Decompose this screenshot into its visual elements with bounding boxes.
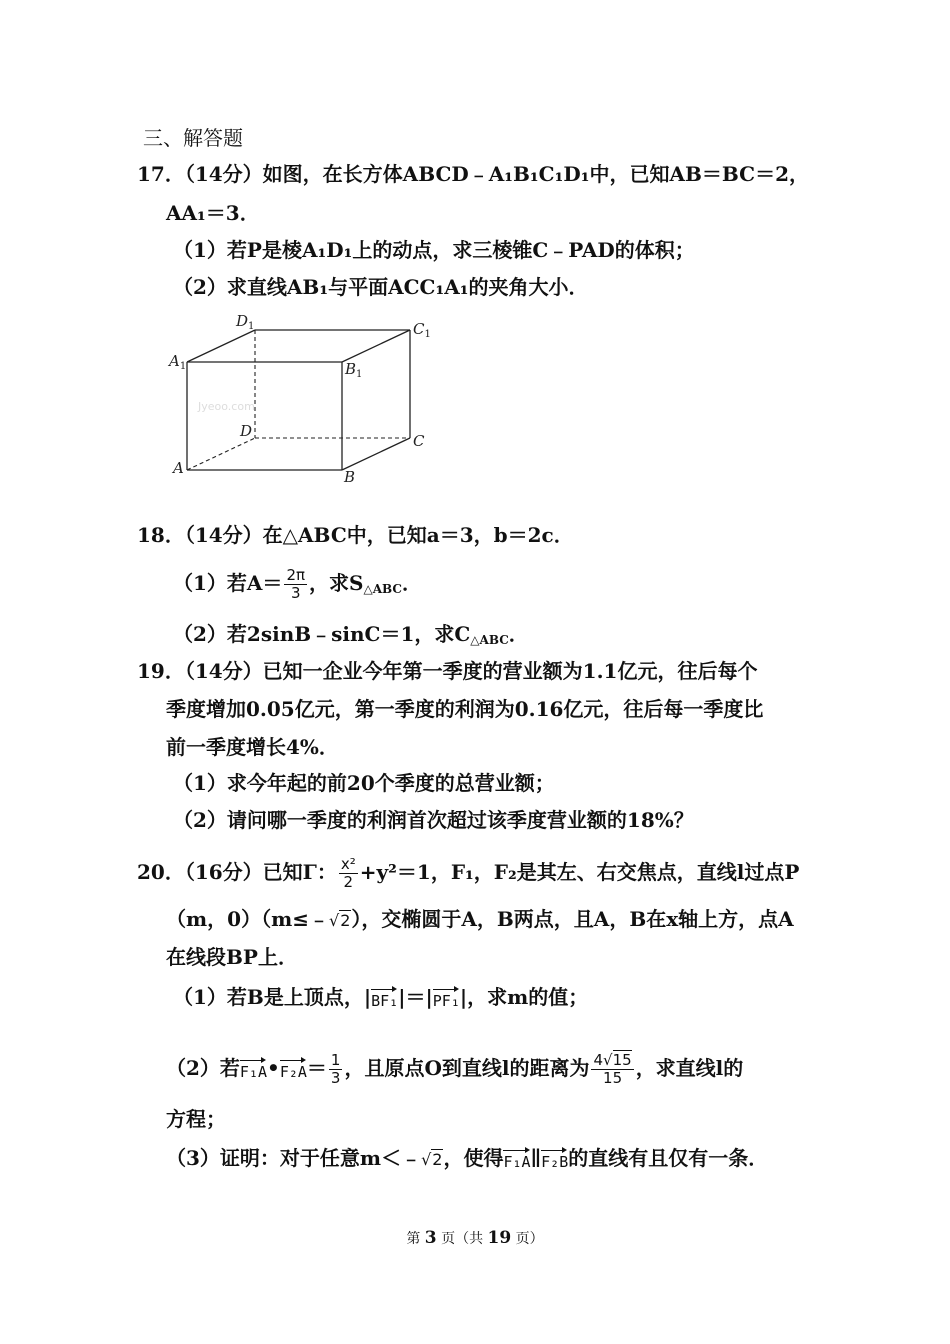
edge-b1c1	[342, 330, 410, 362]
label-b1: $B_1$	[345, 360, 363, 380]
sqrt-2: √2	[329, 911, 351, 930]
edge-ad-hidden	[187, 438, 255, 470]
vector-pf1: PF₁	[433, 987, 460, 1009]
q20-part2-cont: 方程；	[166, 1107, 226, 1131]
q20-lead: 20．（16分）已知Γ：	[137, 860, 337, 884]
q18-part1: （1）若A＝ $\frac{2\pi}{3}$ ，求$S_{\triangle ABC}$．	[173, 566, 422, 602]
q19-part1: （1）求今年起的前20个季度的总营业额；	[173, 771, 555, 795]
q20-part2: （2）若F₁A•F₂A＝ $\frac{1}{3}$ ，且原点O到直线l的距离为 $\frac{4√15}{15}$ ，求直线l的	[166, 1051, 744, 1087]
q19-line3: 前一季度增长4%．	[166, 735, 339, 759]
cuboid-figure	[160, 305, 450, 495]
q20-line2: （m，0）（m≤﹣√2），交椭圆于A，B两点，且A，B在x轴上方，点A	[166, 907, 794, 931]
vector-f1a: F₁A	[240, 1058, 267, 1080]
fraction-x2-over-2: $\frac{\text{x²}}{2}$	[340, 855, 356, 891]
label-a: A	[173, 459, 184, 477]
q17-line1	[137, 161, 809, 187]
label-c1: $C_1$	[413, 320, 431, 340]
vector-f1a-b: F₁A	[503, 1148, 530, 1170]
q20-part3: （3）证明：对于任意m＜﹣√2，使得F₁A∥F₂B的直线有且仅有一条．	[166, 1146, 769, 1171]
label-c: C	[413, 432, 425, 450]
label-b: B	[344, 468, 356, 486]
page-total: 19	[487, 1228, 512, 1248]
figure-watermark: Jyeoo.com	[198, 400, 255, 413]
q18-part1-sub: △ABC	[363, 582, 402, 596]
edge-bc	[342, 438, 410, 470]
fraction-4sqrt15-over-15: $\frac{4√15}{15}$	[593, 1051, 632, 1087]
vector-bf1: BF₁	[371, 987, 398, 1009]
q17-part1: （1）若P是棱A₁D₁上的动点，求三棱锥C﹣PAD的体积；	[173, 238, 695, 262]
q18-lead: 18．（14分）在△ABC中，已知a＝3，b＝2c．	[137, 523, 574, 547]
q18-part1-post: ，求S	[309, 571, 364, 595]
q20-line1	[137, 856, 799, 891]
section-title: 三、解答题	[143, 126, 243, 150]
q17-body-name: ABCD﹣A₁B₁C₁D₁	[402, 162, 590, 186]
q17-known: 中，已知AB＝BC＝2，	[589, 162, 809, 186]
fraction-2pi-over-3: $\frac{2\pi}{3}$	[286, 566, 306, 602]
q19-part2: （2）请问哪一季度的利润首次超过该季度营业额的18%？	[173, 808, 694, 832]
q19-line1: 19．（14分）已知一企业今年第一季度的营业额为1.1亿元，往后每个	[137, 659, 758, 683]
label-d1: $D_1$	[236, 312, 255, 332]
q20-line3: 在线段BP上．	[166, 945, 298, 969]
q18-part2: （2）若2sinB﹣sinC＝1，求$C_{\triangle ABC}$．	[173, 622, 529, 647]
edge-a1d1	[187, 330, 255, 362]
vector-f2b: F₂B	[541, 1148, 568, 1170]
label-a1: $A_1$	[169, 352, 187, 372]
fraction-1-over-3: $\frac{1}{3}$	[330, 1051, 341, 1087]
page-number: 3	[424, 1228, 437, 1248]
q20-after-frac: +y²＝1，F₁，F₂是其左、右交焦点，直线l过点P	[359, 860, 800, 884]
vector-f2a: F₂A	[280, 1058, 307, 1080]
q18-part2-sub: △ABC	[470, 633, 509, 647]
q17-lead: 17．（14分）如图，在长方体	[137, 162, 403, 186]
label-d: D	[240, 422, 253, 440]
page-footer: 第 3 页（共 19 页）	[406, 1228, 544, 1248]
q17-part2: （2）求直线AB₁与平面ACC₁A₁的夹角大小．	[173, 275, 589, 299]
q17-line2: AA₁＝3．	[166, 201, 260, 225]
sqrt-2-b: √2	[421, 1150, 443, 1169]
q19-line2: 季度增加0.05亿元，第一季度的利润为0.16亿元，往后每一季度比	[166, 697, 764, 721]
q18-part2-pre: （2）若2sinB﹣sinC＝1，求C	[173, 622, 471, 646]
q18-part1-pre: （1）若A＝	[173, 571, 283, 595]
q20-part1: （1）若B是上顶点，|BF₁|＝|PF₁|，求m的值；	[173, 985, 589, 1010]
